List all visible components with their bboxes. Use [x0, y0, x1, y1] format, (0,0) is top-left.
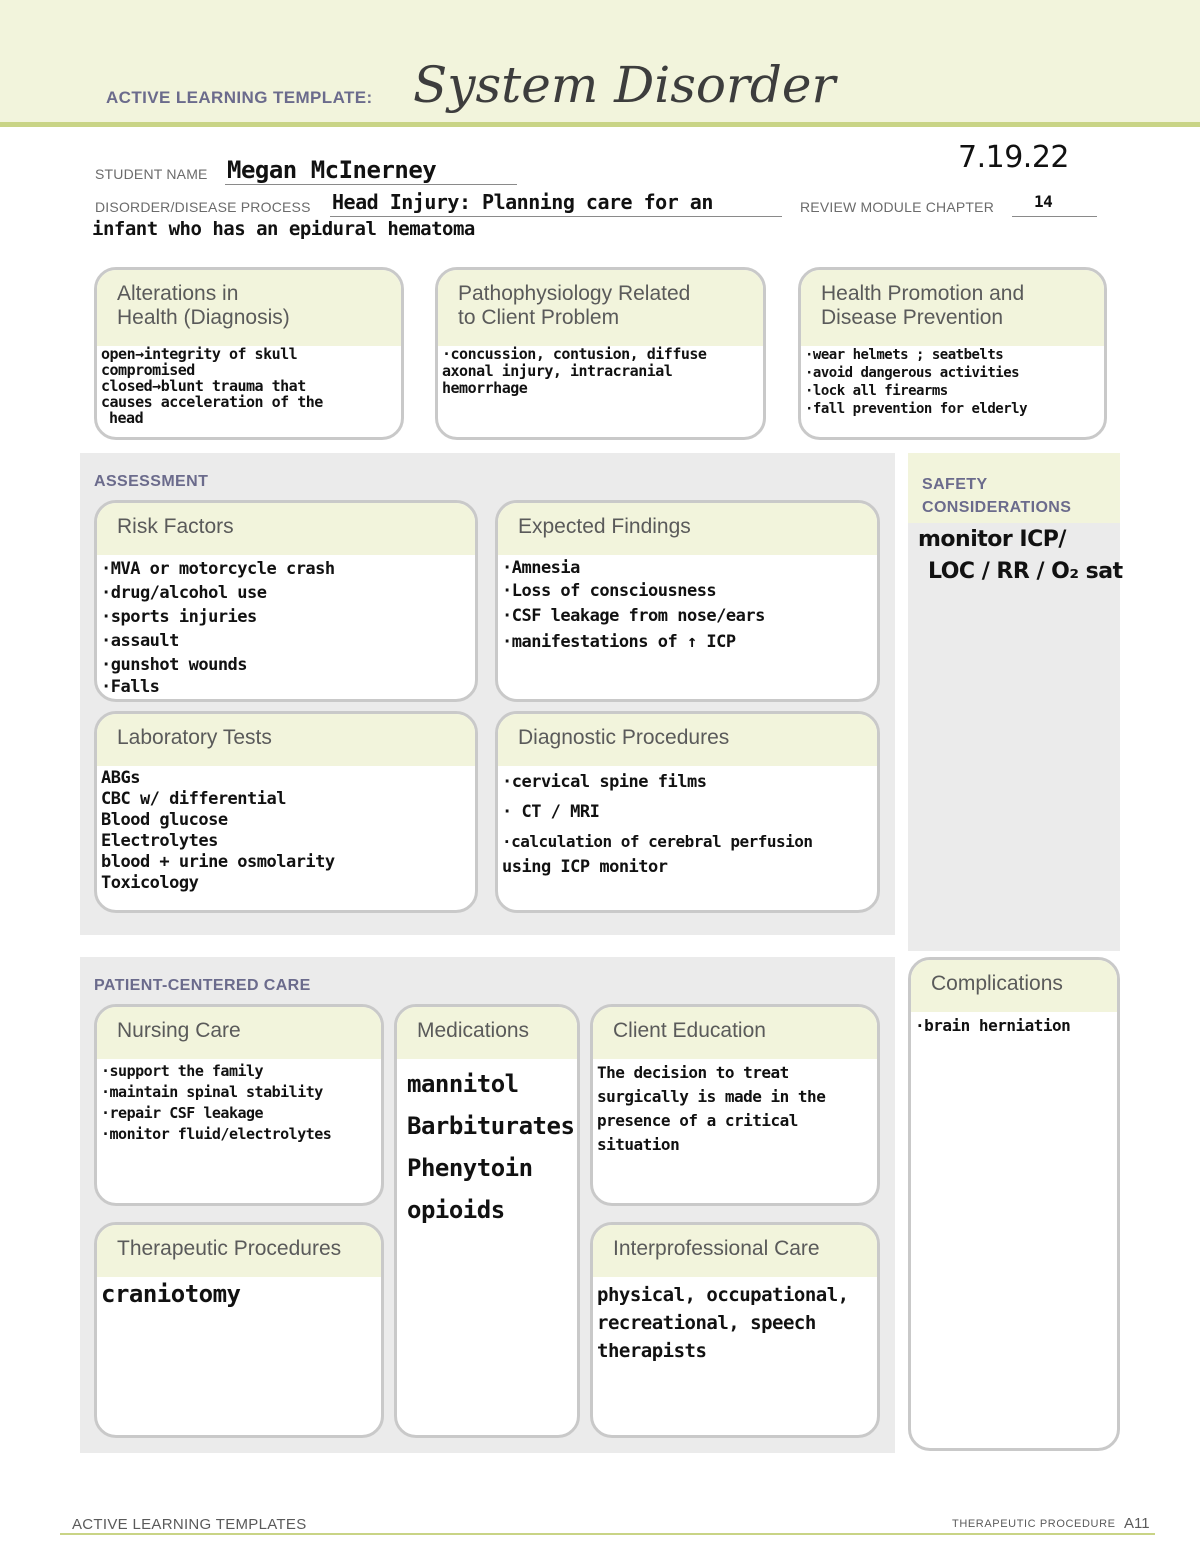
list-item: physical, occupational, — [597, 1284, 849, 1306]
alterations-content[interactable] — [97, 346, 401, 430]
chapter-label: REVIEW MODULE CHAPTER — [800, 199, 994, 215]
list-item: LOC / RR / O₂ sat — [928, 559, 1123, 584]
interprofessional-care-content[interactable] — [593, 1277, 877, 1369]
list-item: mannitol — [407, 1070, 519, 1098]
list-item: presence of a critical — [597, 1111, 798, 1130]
list-item: blood + urine osmolarity — [101, 852, 335, 872]
alterations-heading-line-1: Alterations in — [117, 282, 239, 305]
alterations-heading — [97, 270, 401, 346]
list-item: ·monitor fluid/electrolytes — [101, 1125, 332, 1143]
therapeutic-procedures-content[interactable] — [97, 1277, 381, 1313]
alterations-heading-line-2: Health (Diagnosis) — [117, 306, 290, 329]
list-item: ·support the family — [101, 1062, 264, 1080]
list-item: compromised — [101, 361, 195, 379]
disorder-label: DISORDER/DISEASE PROCESS — [95, 199, 311, 215]
safety-label-line-2: CONSIDERATIONS — [922, 499, 1072, 516]
expected-findings-content[interactable] — [498, 555, 877, 659]
list-item: ·calculation of cerebral perfusion — [502, 832, 813, 851]
list-item: causes acceleration of the — [101, 393, 323, 411]
risk-factors-box — [94, 500, 478, 702]
list-item: craniotomy — [101, 1280, 241, 1308]
list-item: ·fall prevention for elderly — [805, 401, 1028, 417]
therapeutic-procedures-box — [94, 1222, 384, 1438]
list-item: ·CSF leakage from nose/ears — [502, 606, 765, 626]
safety-content[interactable] — [918, 525, 1123, 589]
diagnostic-procedures-heading: Diagnostic Procedures — [498, 714, 877, 766]
list-item: ·gunshot wounds — [101, 655, 248, 675]
pathophysiology-box — [435, 267, 766, 440]
list-item: ·avoid dangerous activities — [805, 365, 1020, 381]
pathophysiology-heading-line-2: to Client Problem — [458, 306, 620, 329]
student-name-value: Megan McInerney — [227, 156, 437, 184]
template-label: ACTIVE LEARNING TEMPLATE: — [106, 88, 373, 107]
list-item: ·brain herniation — [915, 1016, 1071, 1035]
pathophysiology-content[interactable] — [438, 346, 763, 401]
list-item: ·manifestations of ↑ ICP — [502, 632, 736, 652]
list-item: ·assault — [101, 631, 179, 651]
patient-centered-care-label: PATIENT-CENTERED CARE — [94, 977, 311, 994]
list-item: Barbiturates — [407, 1112, 575, 1140]
list-item: therapists — [597, 1340, 707, 1362]
health-promotion-content[interactable] — [801, 346, 1104, 422]
diagnostic-procedures-box — [495, 711, 880, 913]
footer-left: ACTIVE LEARNING TEMPLATES — [72, 1516, 307, 1533]
footer-rule — [60, 1533, 1155, 1535]
list-item: surgically is made in the — [597, 1087, 826, 1106]
interprofessional-care-box — [590, 1222, 880, 1438]
client-education-heading: Client Education — [593, 1007, 877, 1059]
list-item: hemorrhage — [442, 379, 528, 397]
laboratory-tests-heading: Laboratory Tests — [97, 714, 475, 766]
disorder-line-2: infant who has an epidural hematoma — [92, 218, 475, 240]
list-item: axonal injury, intracranial — [442, 362, 673, 380]
disorder-line-1: Head Injury: Planning care for an — [332, 190, 713, 214]
list-item: opioids — [407, 1196, 505, 1224]
list-item: CBC w/ differential — [101, 789, 286, 809]
health-promotion-box — [798, 267, 1107, 440]
medications-box — [394, 1004, 580, 1438]
diagnostic-procedures-content[interactable] — [498, 766, 877, 882]
pathophysiology-heading-line-1: Pathophysiology Related — [458, 282, 691, 305]
chapter-field[interactable] — [1012, 190, 1097, 217]
alterations-box — [94, 267, 404, 440]
complications-box — [908, 957, 1120, 1451]
medications-heading: Medications — [397, 1007, 577, 1059]
list-item: recreational, speech — [597, 1312, 816, 1334]
list-item: ·concussion, contusion, diffuse — [442, 345, 707, 363]
complications-heading: Complications — [911, 960, 1117, 1012]
header-rule — [0, 122, 1200, 127]
student-name-label: STUDENT NAME — [95, 166, 208, 182]
risk-factors-heading: Risk Factors — [97, 503, 475, 555]
list-item: using ICP monitor — [502, 857, 668, 877]
list-item: The decision to treat — [597, 1063, 789, 1082]
list-item: head — [109, 409, 144, 427]
disorder-field[interactable] — [330, 190, 782, 217]
list-item: Blood glucose — [101, 810, 228, 830]
list-item: ·Amnesia — [502, 558, 580, 578]
therapeutic-procedures-heading: Therapeutic Procedures — [97, 1225, 381, 1277]
student-name-field[interactable] — [225, 156, 517, 185]
list-item: closed→blunt trauma that — [101, 377, 306, 395]
laboratory-tests-content[interactable] — [97, 766, 475, 898]
safety-label-line-1: SAFETY — [922, 476, 988, 493]
list-item: Toxicology — [101, 873, 199, 893]
expected-findings-heading: Expected Findings — [498, 503, 877, 555]
list-item: monitor ICP/ — [918, 527, 1066, 552]
list-item: ·wear helmets ; seatbelts — [805, 347, 1004, 363]
date-value: 7.19.22 — [958, 140, 1070, 175]
risk-factors-content[interactable] — [97, 555, 475, 701]
health-promotion-heading — [801, 270, 1104, 346]
list-item: ·repair CSF leakage — [101, 1104, 264, 1122]
list-item: open→integrity of skull — [101, 345, 298, 363]
list-item: ·maintain spinal stability — [101, 1083, 323, 1101]
list-item: Phenytoin — [407, 1154, 533, 1182]
health-promotion-heading-line-2: Disease Prevention — [821, 306, 1004, 329]
laboratory-tests-box — [94, 711, 478, 913]
list-item: ·cervical spine films — [502, 772, 707, 792]
nursing-care-box — [94, 1004, 384, 1206]
expected-findings-box — [495, 500, 880, 702]
health-promotion-heading-line-1: Health Promotion and — [821, 282, 1025, 305]
assessment-label: ASSESSMENT — [94, 473, 209, 490]
list-item: situation — [597, 1135, 680, 1154]
page-number: A11 — [1124, 1515, 1150, 1532]
pathophysiology-heading — [438, 270, 763, 346]
interprofessional-care-heading: Interprofessional Care — [593, 1225, 877, 1277]
list-item: ·sports injuries — [101, 607, 257, 627]
list-item: · CT / MRI — [502, 802, 600, 822]
list-item: ·lock all firearms — [805, 383, 948, 399]
medications-content[interactable] — [397, 1059, 577, 1235]
safety-label — [922, 473, 1071, 519]
list-item: Electrolytes — [101, 831, 218, 851]
list-item: ·drug/alcohol use — [101, 583, 267, 603]
chapter-value: 14 — [1034, 192, 1053, 211]
list-item: ·Falls — [101, 677, 160, 697]
complications-content[interactable] — [911, 1012, 1117, 1040]
list-item: ABGs — [101, 768, 140, 788]
footer-right: THERAPEUTIC PROCEDURE — [952, 1518, 1116, 1530]
list-item: ·Loss of consciousness — [502, 581, 717, 601]
nursing-care-content[interactable] — [97, 1059, 381, 1149]
list-item: ·MVA or motorcycle crash — [101, 559, 335, 579]
client-education-content[interactable] — [593, 1059, 877, 1161]
page-title: System Disorder — [413, 56, 836, 114]
nursing-care-heading: Nursing Care — [97, 1007, 381, 1059]
client-education-box — [590, 1004, 880, 1206]
